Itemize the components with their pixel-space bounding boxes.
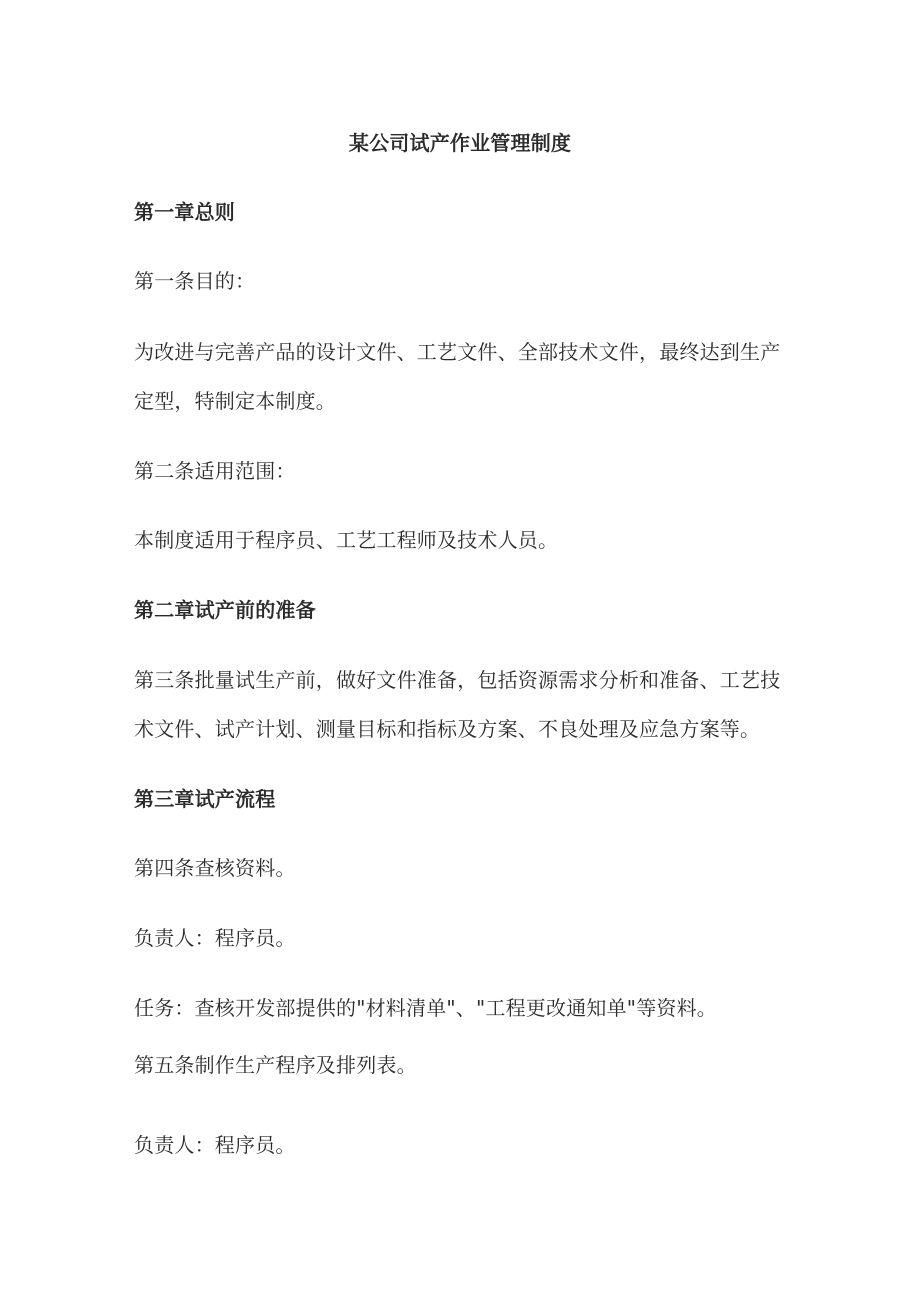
article-3-text-line-1: 第三条批量试生产前，做好文件准备，包括资源需求分析和准备、工艺技 <box>134 668 781 692</box>
article-4-owner: 负责人：程序员。 <box>134 926 296 950</box>
article-1-title: 第一条目的： <box>134 269 256 293</box>
article-2-text: 本制度适用于程序员、工艺工程师及技术人员。 <box>134 528 559 552</box>
article-5-title: 第五条制作生产程序及排列表。 <box>134 1053 417 1077</box>
chapter-heading-2: 第二章试产前的准备 <box>134 598 316 622</box>
document-title: 某公司试产作业管理制度 <box>348 131 572 155</box>
article-1-text-line-1: 为改进与完善产品的设计文件、工艺文件、全部技术文件，最终达到生产 <box>134 340 781 364</box>
article-4-task: 任务：查核开发部提供的"材料清单"、"工程更改通知单"等资料。 <box>134 996 717 1020</box>
article-2-title: 第二条适用范围： <box>134 459 296 483</box>
chapter-heading-3: 第三章试产流程 <box>134 787 276 811</box>
article-5-owner: 负责人：程序员。 <box>134 1133 296 1157</box>
article-1-text-line-2: 定型，特制定本制度。 <box>134 389 336 413</box>
article-4-title: 第四条查核资料。 <box>134 856 296 880</box>
article-3-text-line-2: 术文件、试产计划、测量目标和指标及方案、不良处理及应急方案等。 <box>134 717 761 741</box>
chapter-heading-1: 第一章总则 <box>134 200 235 224</box>
